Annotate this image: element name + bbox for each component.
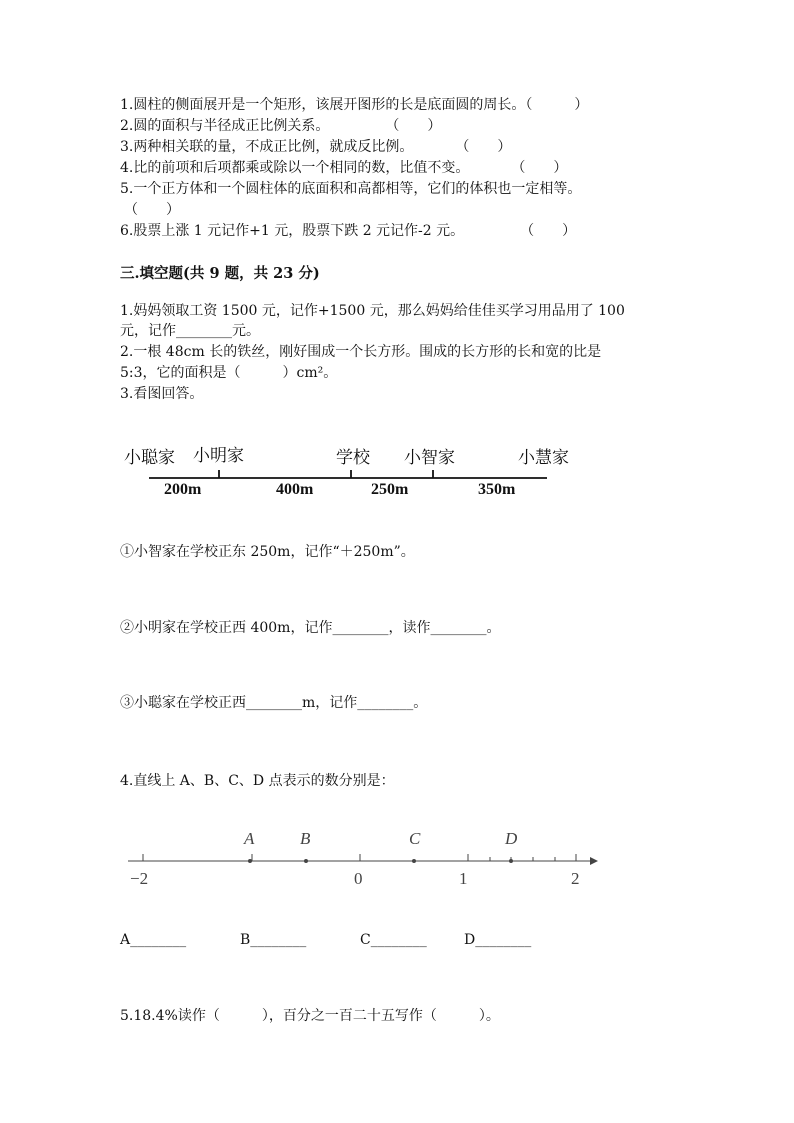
judgement-item-5: 5.一个正方体和一个圆柱体的底面积和高都相等，它们的体积也一定相等。	[120, 181, 582, 197]
judgement-item-5-bracket: （ ）	[124, 202, 180, 218]
question-3-title: 3.看图回答。	[120, 386, 204, 402]
point-a	[248, 859, 252, 863]
point-label-b: B	[300, 829, 311, 848]
place-label-xiaozhi: 小智家	[404, 448, 455, 468]
distance-label-4: 350m	[478, 481, 516, 498]
answer-blank-b[interactable]: B________	[240, 932, 307, 948]
point-c	[412, 859, 416, 863]
judgement-item-1: 1.圆柱的侧面展开是一个矩形，该展开图形的长是底面圆的周长。（ ）	[120, 97, 589, 113]
answer-blank-c[interactable]: C________	[360, 932, 427, 948]
point-label-c: C	[409, 829, 421, 848]
place-label-xiaoming: 小明家	[193, 446, 244, 466]
judgement-item-3: 3.两种相关联的量，不成正比例，就成反比例。 （ ）	[120, 139, 512, 155]
question-5: 5.18.4%读作（ ），百分之一百二十五写作（ ）。	[120, 1008, 500, 1024]
section-heading: 三.填空题(共 9 题，共 23 分)	[120, 265, 320, 282]
question-2-line-1: 2.一根 48cm 长的铁丝，刚好围成一个长方形。围成的长方形的长和宽的比是	[120, 344, 602, 360]
point-d	[509, 859, 513, 863]
question-1-line-2: 元，记作________元。	[120, 323, 260, 339]
question-2-line-2: 5:3，它的面积是（ ）cm²。	[120, 365, 338, 381]
distance-label-2: 400m	[276, 481, 314, 498]
tick-label-2: 2	[571, 869, 580, 888]
place-label-school: 学校	[336, 448, 370, 468]
judgement-item-6: 6.股票上涨 1 元记作+1 元，股票下跌 2 元记作-2 元。 （ ）	[120, 223, 577, 239]
answer-blank-d[interactable]: D________	[464, 932, 532, 948]
distance-label-1: 200m	[164, 481, 202, 498]
tick-label-minus-2: −2	[130, 869, 149, 888]
point-label-d: D	[505, 829, 518, 848]
question-3-sub-1: ①小智家在学校正东 250m，记作“＋250m”。	[120, 544, 415, 560]
question-4-title: 4.直线上 A、B、C、D 点表示的数分别是：	[120, 773, 395, 789]
question-3-sub-2: ②小明家在学校正西 400m，记作________，读作________。	[120, 620, 501, 636]
place-label-xiaocong: 小聪家	[124, 448, 175, 468]
judgement-item-4: 4.比的前项和后项都乘或除以一个相同的数，比值不变。 （ ）	[120, 160, 568, 176]
answer-blank-a[interactable]: A________	[120, 932, 187, 948]
tick-label-0: 0	[354, 869, 363, 888]
number-line-arrow	[590, 857, 598, 865]
place-label-xiaohui: 小慧家	[518, 448, 569, 468]
question-1-line-1: 1.妈妈领取工资 1500 元，记作+1500 元，那么妈妈给佳佳买学习用品用了 100	[120, 303, 625, 319]
distance-label-3: 250m	[371, 481, 409, 498]
point-b	[304, 859, 308, 863]
judgement-item-2: 2.圆的面积与半径成正比例关系。 （ ）	[120, 118, 442, 134]
point-label-a: A	[244, 829, 255, 848]
question-3-sub-3: ③小聪家在学校正西________m，记作________。	[120, 695, 428, 711]
tick-label-1: 1	[459, 869, 468, 888]
